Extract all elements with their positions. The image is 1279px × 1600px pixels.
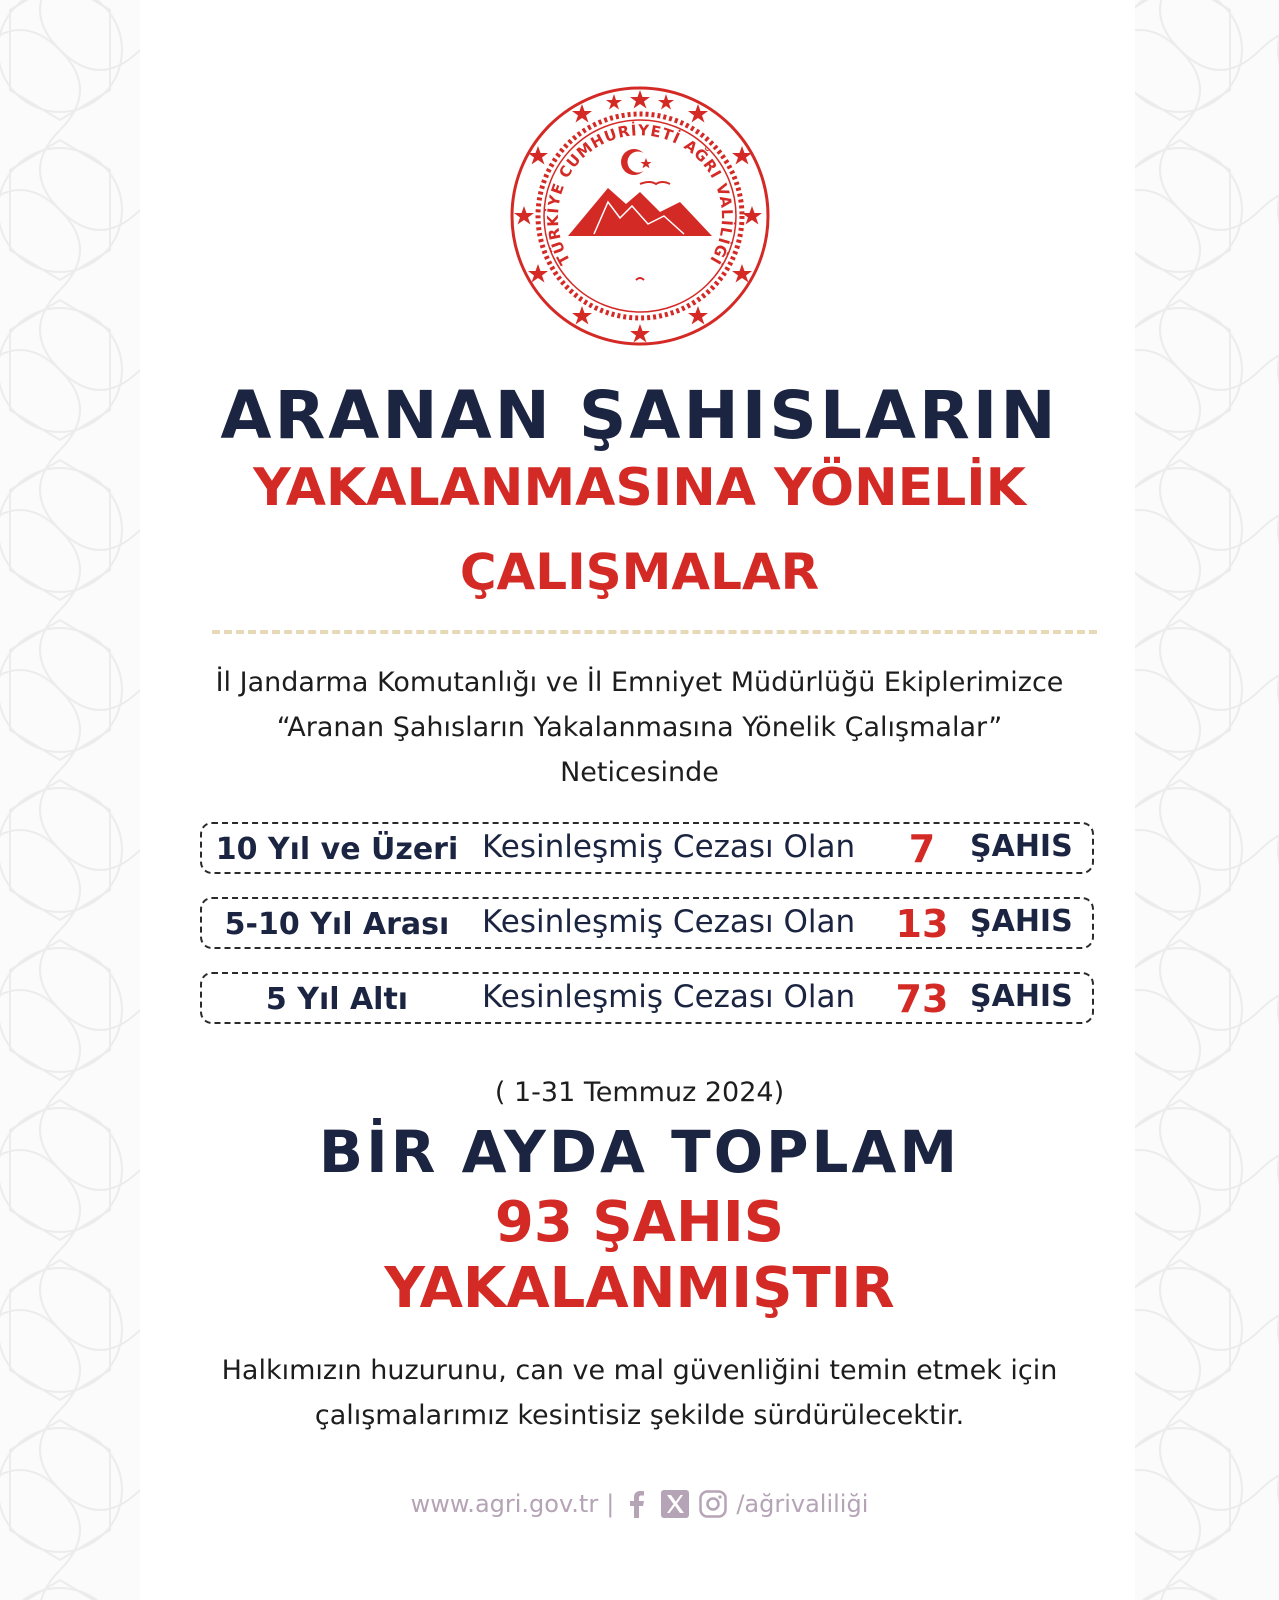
intro-line-3: Neticesinde	[560, 757, 719, 788]
agri-governorship-seal	[508, 84, 772, 348]
period-text: ( 1-31 Temmuz 2024)	[494, 1077, 785, 1108]
stat-description: Kesinleşmiş Cezası Olan	[482, 979, 856, 1015]
stat-unit: ŞAHIS	[970, 829, 1073, 864]
facebook-icon[interactable]	[622, 1489, 652, 1519]
footer-separator: |	[606, 1490, 615, 1518]
title-line-1: ARANAN ŞAHISLARIN	[220, 377, 1059, 454]
stat-description: Kesinleşmiş Cezası Olan	[482, 829, 856, 865]
closing-line-2: çalışmalarımız kesintisiz şekilde sürdürülecektir.	[314, 1400, 965, 1431]
stat-count: 7	[908, 827, 936, 871]
instagram-icon[interactable]	[698, 1489, 728, 1519]
intro-line-1: İl Jandarma Komutanlığı ve İl Emniyet Müdürlüğü Ekiplerimizce	[215, 667, 1064, 698]
summary-line-3: YAKALANMIŞTIR	[384, 1256, 895, 1321]
closing-text	[0, 1348, 1279, 1438]
title-line-3: ÇALIŞMALAR	[459, 543, 820, 601]
stat-count: 13	[895, 902, 949, 946]
stat-unit: ŞAHIS	[970, 904, 1073, 939]
dashed-divider	[212, 630, 1097, 634]
intro-line-2: “Aranan Şahısların Yakalanmasına Yönelik Çalışmalar”	[276, 712, 1003, 743]
stat-unit: ŞAHIS	[970, 979, 1073, 1014]
summary-line-1: BİR AYDA TOPLAM	[318, 1118, 961, 1186]
stat-row-under-5	[200, 972, 1094, 1024]
stat-row-10-plus	[200, 822, 1094, 874]
stat-description: Kesinleşmiş Cezası Olan	[482, 904, 856, 940]
stat-label: 5 Yıl Altı	[265, 982, 409, 1017]
x-icon[interactable]	[660, 1489, 690, 1519]
website-link[interactable]: www.agri.gov.tr	[410, 1490, 599, 1518]
stat-count: 73	[895, 977, 949, 1021]
stat-label: 10 Yıl ve Üzeri	[215, 832, 459, 867]
summary-line-2: 93 ŞAHIS	[494, 1190, 785, 1255]
svg-text:TÜRKİYE CUMHURİYETİ AĞRI VALİL: TÜRKİYE CUMHURİYETİ AĞRI VALİLİĞİ	[543, 121, 737, 269]
intro-text	[0, 660, 1279, 795]
title-line-2: YAKALANMASINA YÖNELİK	[253, 458, 1026, 518]
closing-line-1: Halkımızın huzurunu, can ve mal güvenliğini temin etmek için	[221, 1355, 1058, 1386]
footer	[0, 1484, 1279, 1524]
social-handle[interactable]: /ağrivaliliği	[736, 1490, 869, 1518]
stat-row-5-10	[200, 897, 1094, 949]
stat-label: 5-10 Yıl Arası	[224, 907, 450, 942]
